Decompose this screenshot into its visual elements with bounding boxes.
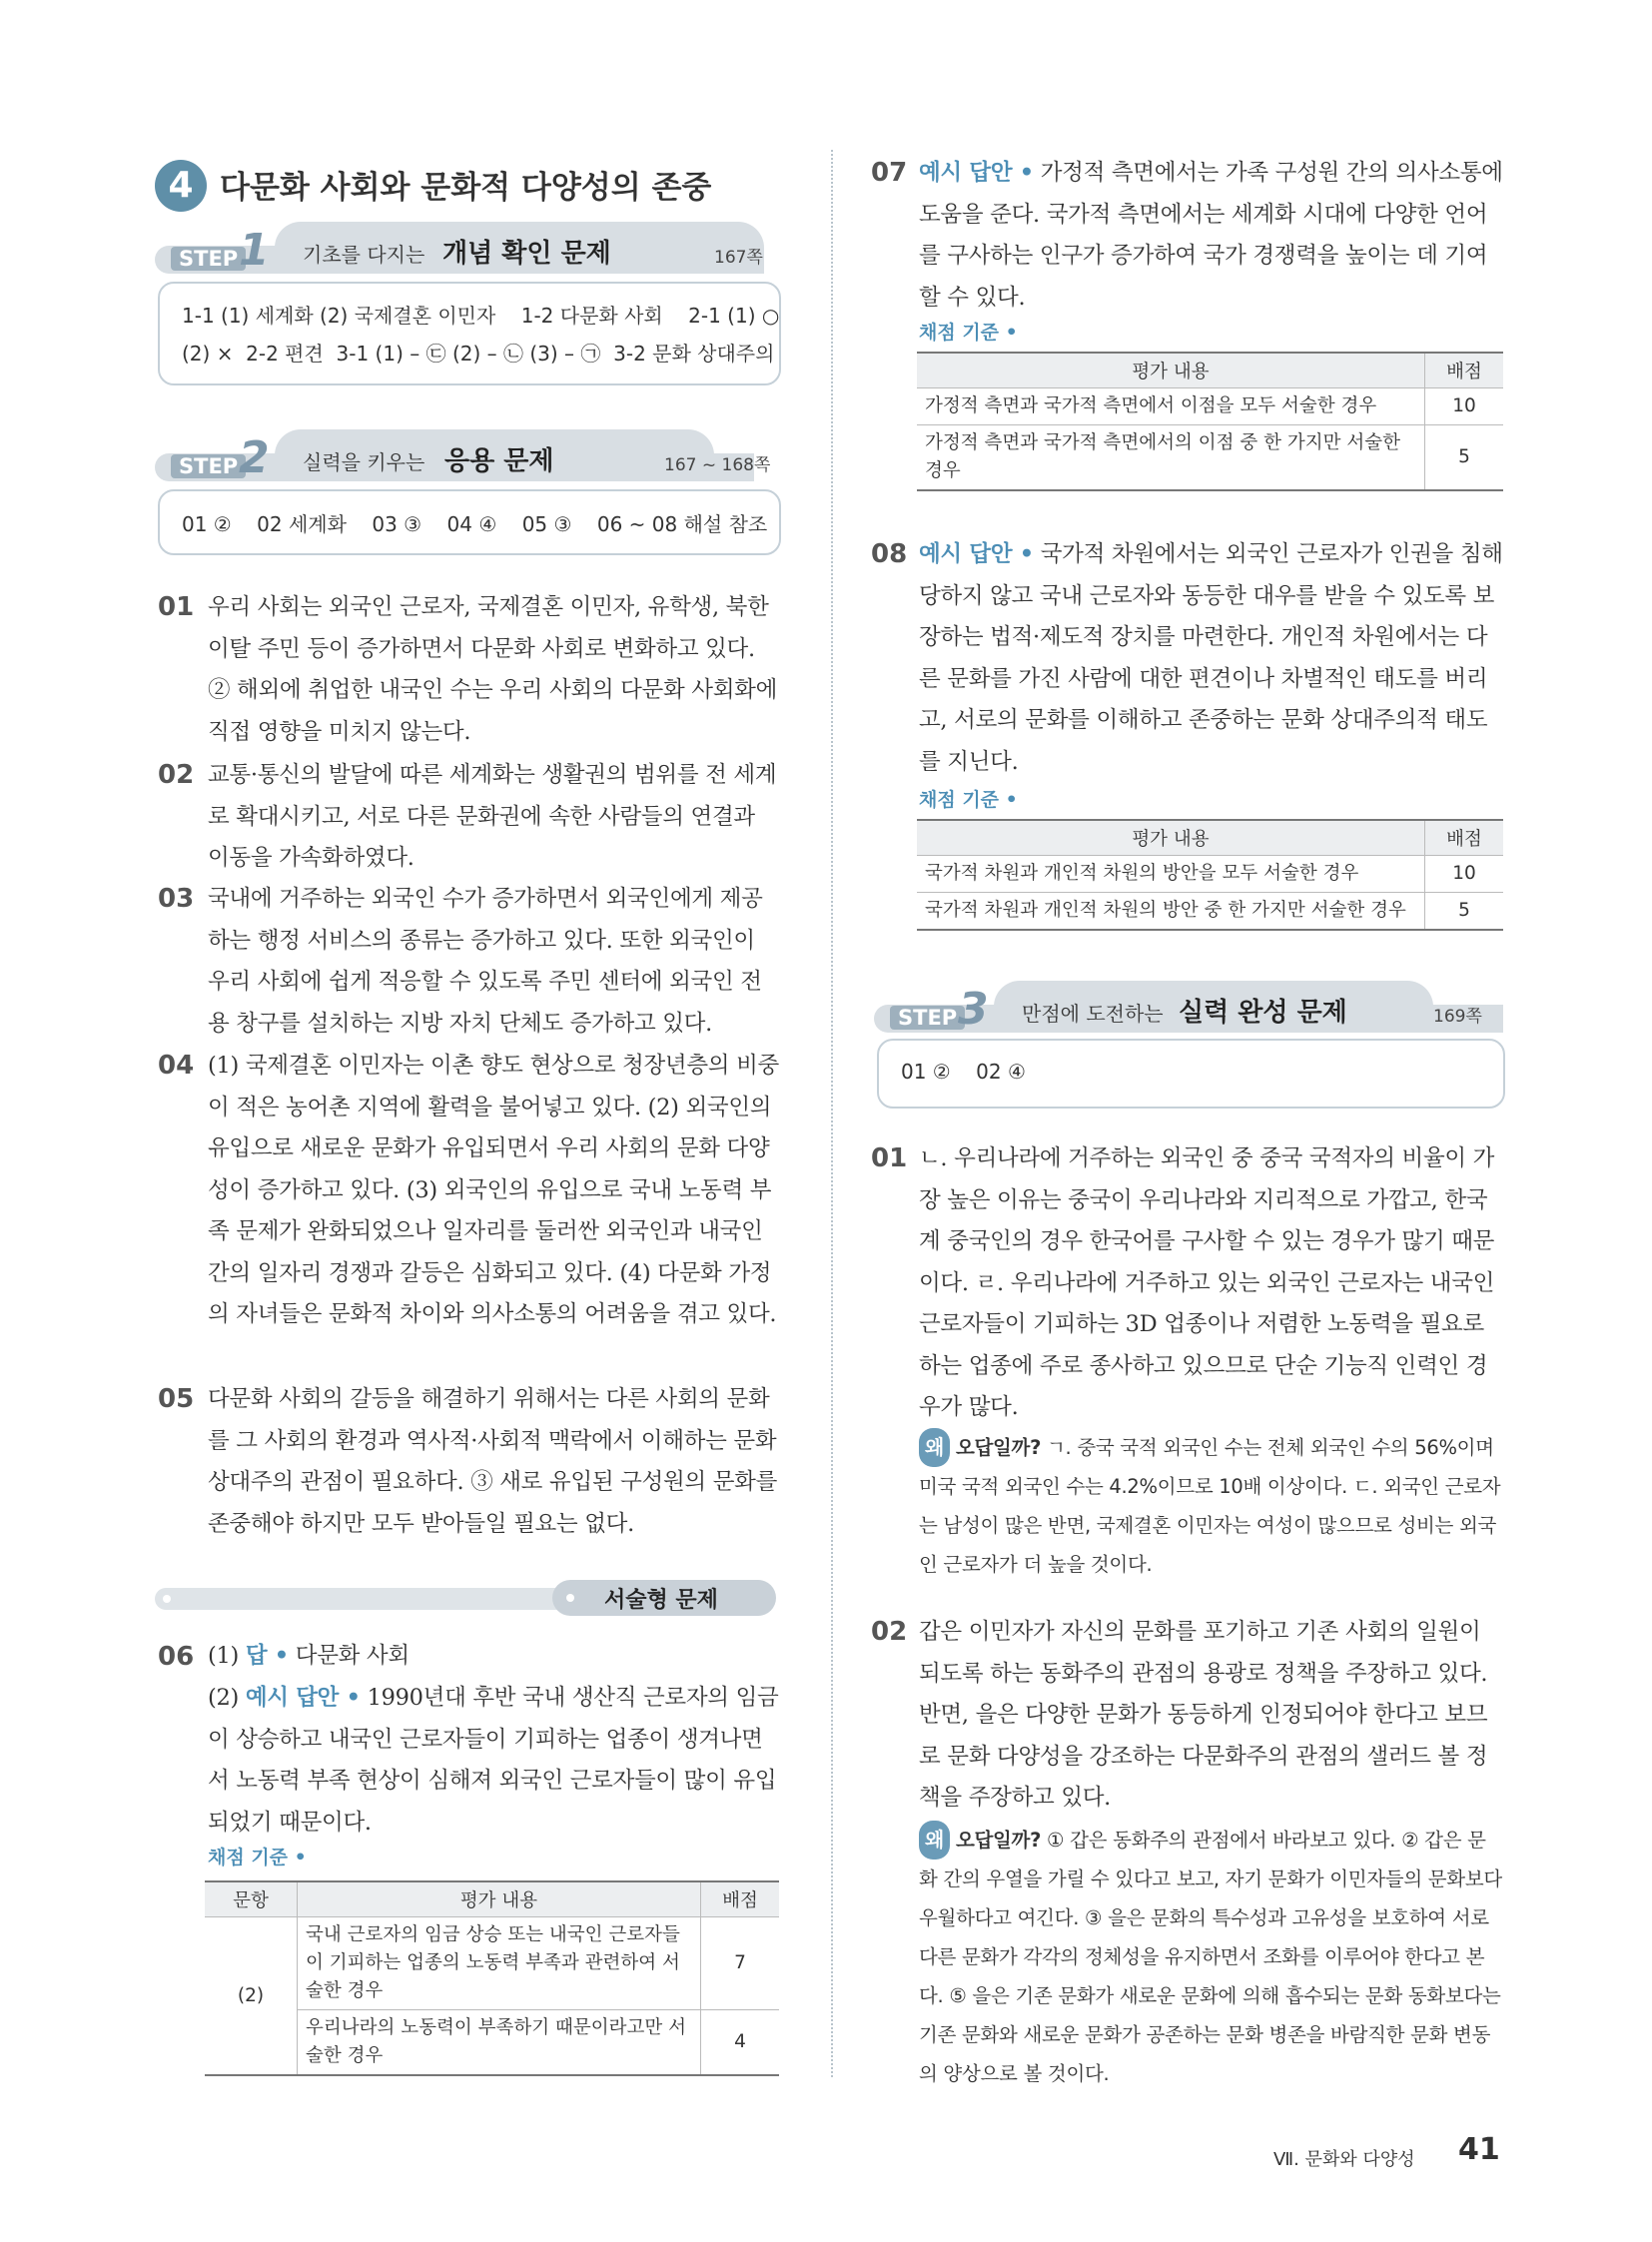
section-title: 다문화 사회와 문화적 다양성의 존중 (220, 170, 712, 206)
step3-question-number-02: 02 (871, 1617, 908, 1647)
table-row (917, 893, 1503, 931)
table-row (917, 388, 1503, 425)
q08-row2-score: 5 (1425, 893, 1504, 931)
step3-answer-box (877, 1039, 1505, 1109)
why-label: 오답일까? (955, 1829, 1042, 1852)
q06-score-table (205, 1880, 779, 2076)
question-05-text: 다문화 사회의 갈등을 해결하기 위해서는 다른 사회의 문화를 그 사회의 환경과 역사적·사회적 맥락에서 이해하는 문화 상대주의 관점이 필요하다. ③ 새로 유입된 구성원의 문화를 존중해야 하지만 모두 받아들일 필요는 없다. (208, 1386, 778, 1537)
q07-answer: 가정적 측면에서는 가족 구성원 간의 의사소통에 도움을 준다. 국가적 측면에서는 세계화 시대에 다양한 언어를 구사하는 인구가 증가하여 국가 경쟁력을 높이는 데 기여할 수 있다. (919, 160, 1503, 311)
q07-col-content: 평가 내용 (917, 353, 1425, 388)
q06-criteria-label: 채점 기준 • (208, 1847, 307, 1868)
q06-col-content: 평가 내용 (298, 1881, 701, 1917)
step1-number: 1 (239, 225, 270, 276)
question-01-text: 우리 사회는 외국인 근로자, 국제결혼 이민자, 유학생, 북한 이탈 주민 등이 증가하면서 다문화 사회로 변화하고 있다. ② 해외에 취업한 내국인 수는 우리 사회의 다문화 사회화에 직접 영향을 미치지 않는다. (208, 594, 778, 745)
table-row (917, 425, 1503, 491)
step1-answer-box (158, 282, 781, 385)
why-label: 오답일까? (955, 1436, 1042, 1459)
why-explanation: ① 갑은 동화주의 관점에서 바라보고 있다. ② 갑은 문화 간의 우열을 가릴 수 있다고 보고, 자기 문화가 이민자들의 문화보다 우월하다고 여긴다. ③ 을은 문화의 특수성과 고유성을 보호하여 서로 다른 문화가 각각의 정체성을 유지하면서 조화를 이루어야 한다고 본다. ⑤ 을은 기존 문화가 새로운 문화에 의해 흡수되는 문화 동화보다는 기존 문화와 새로운 문화가 공존하는 문화 병존을 바람직한 문화 변동의 양상으로 볼 것이다. (919, 1829, 1502, 2085)
question-number-06: 06 (158, 1642, 195, 1672)
step1-header (155, 222, 784, 274)
question-number-08: 08 (871, 539, 908, 569)
page-number: 41 (1458, 2132, 1500, 2167)
step3-title: 실력 완성 문제 (1179, 998, 1347, 1028)
q07-row1-content: 가정적 측면과 국가적 측면에서 이점을 모두 서술한 경우 (917, 388, 1425, 425)
step2-subtitle: 실력을 키우는 (303, 450, 425, 474)
why-explanation: ㄱ. 중국 국적 외국인 수는 전체 외국인 수의 56%이며 미국 국적 외국인 수는 4.2%이므로 10배 이상이다. ㄷ. 외국인 근로자는 남성이 많은 반면, 국제결혼 이민자는 여성이 많으므로 성비는 외국인 근로자가 더 높을 것이다. (919, 1436, 1501, 1576)
q07-col-score: 배점 (1425, 353, 1504, 388)
question-07-text (919, 153, 1503, 319)
q08-score-table (917, 819, 1503, 931)
step1-page-ref: 167쪽 (714, 248, 763, 268)
why-badge-icon: 왜 (919, 1821, 950, 1860)
q06-row1-score: 7 (701, 1917, 780, 2010)
step2-page-ref: 167 ~ 168쪽 (664, 455, 771, 475)
q07-row2-score: 5 (1425, 425, 1504, 491)
q08-col-score: 배점 (1425, 820, 1504, 856)
q08-example-answer-tag: 예시 답안 • (919, 541, 1034, 567)
step2-answers: 01 ② 02 세계화 03 ③ 04 ④ 05 ③ 06 ~ 08 해설 참조 (182, 512, 768, 536)
step3-subtitle: 만점에 도전하는 (1022, 1002, 1164, 1026)
question-06-part2 (208, 1678, 779, 1844)
why-badge-icon: 왜 (919, 1428, 950, 1467)
q06-col-score: 배점 (701, 1881, 780, 1917)
step3-answers: 01 ② 02 ④ (901, 1060, 1026, 1084)
question-02-text: 교통·통신의 발달에 따른 세계화는 생활권의 범위를 전 세계로 확대시키고, 서로 다른 문화권에 속한 사람들의 연결과 이동을 가속화하였다. (208, 762, 777, 871)
q07-criteria-label: 채점 기준 • (919, 322, 1018, 344)
q08-answer: 국가적 차원에서는 외국인 근로자가 인권을 침해당하지 않고 국내 근로자와 동등한 대우를 받을 수 있도록 보장하는 법적·제도적 장치를 마련한다. 개인적 차원에서는 다른 문화를 가진 사람에 대한 편견이나 차별적인 태도를 버리고, 서로의 문화를 이해하고 존중하는 문화 상대주의적 태도를 지닌다. (919, 541, 1503, 775)
q06-part1-answer: 다문화 사회 (295, 1643, 410, 1669)
q08-criteria-label: 채점 기준 • (919, 789, 1018, 811)
q06-answer-tag: 답 • (245, 1643, 289, 1669)
question-06-part1 (208, 1636, 779, 1678)
step1-answers-line1: 1-1 (1) 세계화 (2) 국제결혼 이민자 1-2 다문화 사회 2-1 (1) ○ (182, 304, 780, 328)
step3-question-02-why (919, 1821, 1503, 2093)
step3-question-02-text: 갑은 이민자가 자신의 문화를 포기하고 기존 사회의 일원이 되도록 하는 동화주의 관점의 용광로 정책을 주장하고 있다. 반면, 을은 다양한 문화가 동등하게 인정되어야 한다고 보므로 문화 다양성을 강조하는 다문화주의 관점의 샐러드 볼 정책을 주장하고 있다. (919, 1619, 1488, 1811)
q08-col-content: 평가 내용 (917, 820, 1425, 856)
q08-row1-content: 국가적 차원과 개인적 차원의 방안을 모두 서술한 경우 (917, 856, 1425, 893)
q06-part2-label: (2) (208, 1685, 239, 1711)
step2-answer-box (158, 489, 781, 555)
question-08-text (919, 534, 1503, 783)
question-number-05: 05 (158, 1384, 195, 1414)
q06-row2-content: 우리나라의 노동력이 부족하기 때문이라고만 서술한 경우 (298, 2010, 701, 2076)
step1-title: 개념 확인 문제 (442, 239, 611, 269)
step2-number: 2 (239, 432, 270, 483)
column-divider (831, 150, 833, 2077)
q07-example-answer-tag: 예시 답안 • (919, 160, 1034, 186)
q06-row2-score: 4 (701, 2010, 780, 2076)
step2-word: STEP (171, 454, 246, 478)
table-row (917, 856, 1503, 893)
question-04-text: (1) 국제결혼 이민자는 이촌 향도 현상으로 청장년층의 비중이 적은 농어촌 지역에 활력을 불어넣고 있다. (2) 외국인의 유입으로 새로운 문화가 유입되면서 우리 사회의 문화 다양성이 증가하고 있다. (3) 외국인의 유입으로 국내 노동력 부족 문제가 완화되었으나 일자리를 둘러싼 외국인과 내국인 간의 일자리 경쟁과 갈등은 심화되고 있다. (4) 다문화 가정의 자녀들은 문화적 차이와 의사소통의 어려움을 겪고 있다. (208, 1053, 779, 1327)
step1-subtitle: 기초를 다지는 (303, 243, 425, 267)
question-number-01: 01 (158, 592, 195, 622)
question-number-07: 07 (871, 158, 908, 188)
q06-example-answer-tag: 예시 답안 • (245, 1685, 361, 1711)
step3-header (874, 981, 1503, 1033)
step3-word: STEP (890, 1006, 965, 1030)
question-number-04: 04 (158, 1051, 195, 1081)
question-number-03: 03 (158, 884, 195, 914)
step3-page-ref: 169쪽 (1433, 1007, 1482, 1027)
chapter-label: Ⅶ. 문화와 다양성 (1273, 2149, 1415, 2170)
q06-part1-label: (1) (208, 1643, 239, 1669)
step3-question-01-why (919, 1428, 1503, 1584)
step3-question-01-text: ㄴ. 우리나라에 거주하는 외국인 중 중국 국적자의 비율이 가장 높은 이유는 중국이 우리나라와 지리적으로 가깝고, 한국계 중국인의 경우 한국어를 구사할 수 있는 경우가 많기 때문이다. ㄹ. 우리나라에 거주하고 있는 외국인 근로자는 내국인 근로자들이 기피하는 3D 업종이나 저렴한 노동력을 필요로 하는 업종에 주로 종사하고 있으므로 단순 기능직 인력인 경우가 많다. (919, 1145, 1495, 1420)
essay-section-title: 서술형 문제 (604, 1588, 718, 1613)
question-number-02: 02 (158, 760, 195, 790)
q06-col-item: 문항 (205, 1881, 298, 1917)
section-number-badge: 4 (155, 160, 207, 212)
step2-header (155, 429, 784, 481)
step3-number: 3 (958, 984, 989, 1035)
step1-word: STEP (171, 247, 246, 271)
step3-question-number-01: 01 (871, 1143, 908, 1173)
q07-row1-score: 10 (1425, 388, 1504, 425)
question-03-text: 국내에 거주하는 외국인 수가 증가하면서 외국인에게 제공하는 행정 서비스의 종류는 증가하고 있다. 또한 외국인이 우리 사회에 쉽게 적응할 수 있도록 주민 센터에 외국인 전용 창구를 설치하는 지방 자치 단체도 증가하고 있다. (208, 886, 763, 1037)
q06-row1-content: 국내 근로자의 임금 상승 또는 내국인 근로자들이 기피하는 업종의 노동력 부족과 관련하여 서술한 경우 (298, 1917, 701, 2010)
q06-part2-answer: 1990년대 후반 국내 생산직 근로자의 임금이 상승하고 내국인 근로자들이 기피하는 업종이 생겨나면서 노동력 부족 현상이 심해져 외국인 근로자들이 많이 유입되었기 때문이다. (208, 1685, 779, 1836)
q08-row2-content: 국가적 차원과 개인적 차원의 방안 중 한 가지만 서술한 경우 (917, 893, 1425, 931)
step1-answers-line2: (2) × 2-2 편견 3-1 (1) – ㉢ (2) – ㉡ (3) – ㉠ 3-2 문화 상대주의 (182, 342, 775, 366)
q08-row1-score: 10 (1425, 856, 1504, 893)
step2-title: 응용 문제 (444, 446, 554, 476)
q07-row2-content: 가정적 측면과 국가적 측면에서의 이점 중 한 가지만 서술한 경우 (917, 425, 1425, 491)
essay-section-bar (155, 1580, 776, 1616)
table-row (205, 1917, 779, 2010)
q06-row-label: (2) (205, 1917, 298, 2076)
q07-score-table (917, 352, 1503, 491)
